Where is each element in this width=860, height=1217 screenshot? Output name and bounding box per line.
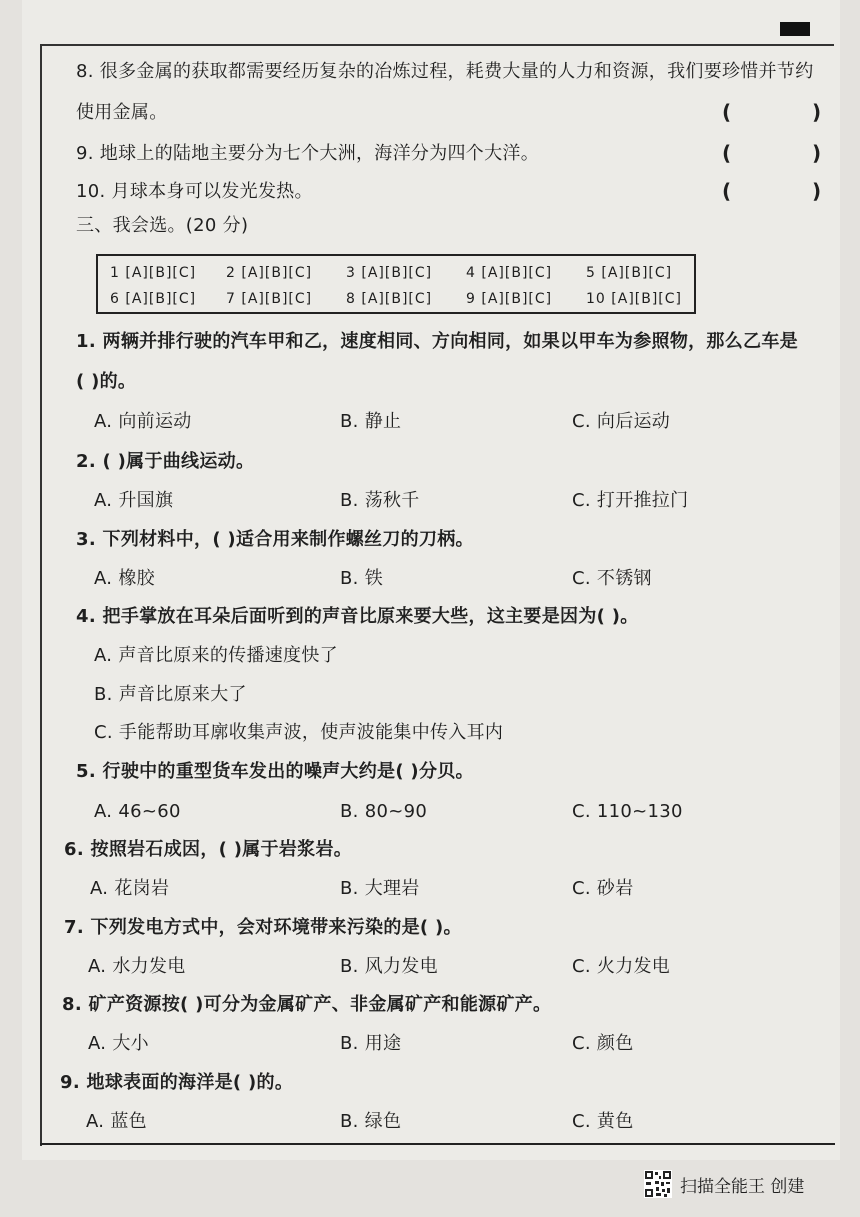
question-9-option-a[interactable]: A. 蓝色 — [86, 1111, 147, 1132]
scanner-watermark — [644, 1170, 804, 1198]
question-1-option-b[interactable]: B. 静止 — [340, 411, 402, 432]
judgment-q10: 10. 月球本身可以发光发热。 — [76, 181, 313, 202]
question-1-option-a[interactable]: A. 向前运动 — [94, 411, 192, 432]
question-8-stem: 8. 矿产资源按( )可分为金属矿产、非金属矿产和能源矿产。 — [62, 994, 552, 1015]
question-6-stem: 6. 按照岩石成因，( )属于岩浆岩。 — [64, 839, 353, 860]
corner-marker — [780, 22, 810, 36]
question-8-option-b[interactable]: B. 用途 — [340, 1033, 402, 1054]
answer-cell[interactable]: 9 [A][B][C] — [466, 291, 553, 307]
question-1-option-c[interactable]: C. 向后运动 — [572, 411, 671, 432]
answer-paren-close: ) — [812, 100, 822, 124]
question-3-option-c[interactable]: C. 不锈钢 — [572, 568, 652, 589]
judgment-q9: 9. 地球上的陆地主要分为七个大洲，海洋分为四个大洋。 — [76, 143, 539, 164]
answer-paren-close: ) — [812, 179, 822, 203]
question-2-option-b[interactable]: B. 荡秋千 — [340, 490, 420, 511]
watermark-text: 扫描全能王 创建 — [680, 1176, 805, 1197]
answer-cell[interactable]: 10 [A][B][C] — [586, 291, 683, 307]
question-5-option-a[interactable]: A. 46~60 — [94, 801, 181, 822]
question-9-option-c[interactable]: C. 黄色 — [572, 1111, 634, 1132]
page-frame — [40, 44, 834, 1146]
answer-cell[interactable]: 8 [A][B][C] — [346, 291, 433, 307]
question-4-option-c[interactable]: C. 手能帮助耳廓收集声波，使声波能集中传入耳内 — [94, 722, 504, 743]
question-2-stem: 2. ( )属于曲线运动。 — [76, 451, 255, 472]
answer-cell[interactable]: 7 [A][B][C] — [226, 291, 313, 307]
question-6-option-b[interactable]: B. 大理岩 — [340, 878, 420, 899]
answer-cell[interactable]: 1 [A][B][C] — [110, 265, 197, 281]
question-7-stem: 7. 下列发电方式中，会对环境带来污染的是( )。 — [64, 917, 462, 938]
question-3-option-b[interactable]: B. 铁 — [340, 568, 383, 589]
question-7-option-a[interactable]: A. 水力发电 — [88, 956, 186, 977]
question-4-option-b[interactable]: B. 声音比原来大了 — [94, 684, 247, 705]
question-7-option-c[interactable]: C. 火力发电 — [572, 956, 671, 977]
question-9-stem: 9. 地球表面的海洋是( )的。 — [60, 1072, 294, 1093]
question-6-option-c[interactable]: C. 砂岩 — [572, 878, 634, 899]
question-5-stem: 5. 行驶中的重型货车发出的噪声大约是( )分贝。 — [76, 761, 474, 782]
question-9-option-b[interactable]: B. 绿色 — [340, 1111, 402, 1132]
answer-paren-close: ) — [812, 141, 822, 165]
question-6-option-a[interactable]: A. 花岗岩 — [90, 878, 170, 899]
bottom-divider — [40, 1143, 835, 1145]
answer-paren-open: ( — [722, 179, 732, 203]
judgment-q8-line2: 使用金属。 — [76, 102, 168, 123]
question-1-stem-cont: ( )的。 — [76, 371, 137, 392]
answer-cell[interactable]: 3 [A][B][C] — [346, 265, 433, 281]
answer-paren-open: ( — [722, 100, 732, 124]
question-8-option-a[interactable]: A. 大小 — [88, 1033, 149, 1054]
answer-cell[interactable]: 2 [A][B][C] — [226, 265, 313, 281]
section-title: 三、我会选。(20 分) — [76, 215, 249, 236]
question-2-option-a[interactable]: A. 升国旗 — [94, 490, 174, 511]
question-7-option-b[interactable]: B. 风力发电 — [340, 956, 438, 977]
question-3-stem: 3. 下列材料中，( )适合用来制作螺丝刀的刀柄。 — [76, 529, 474, 550]
question-4-stem: 4. 把手掌放在耳朵后面听到的声音比原来要大些，这主要是因为( )。 — [76, 606, 639, 627]
question-5-option-b[interactable]: B. 80~90 — [340, 801, 428, 822]
answer-cell[interactable]: 5 [A][B][C] — [586, 265, 673, 281]
question-3-option-a[interactable]: A. 橡胶 — [94, 568, 155, 589]
question-1-stem: 1. 两辆并排行驶的汽车甲和乙，速度相同、方向相同，如果以甲车为参照物，那么乙车是 — [76, 331, 798, 352]
answer-cell[interactable]: 6 [A][B][C] — [110, 291, 197, 307]
judgment-q8-line1: 8. 很多金属的获取都需要经历复杂的冶炼过程，耗费大量的人力和资源，我们要珍惜并节约 — [76, 61, 814, 82]
answer-cell[interactable]: 4 [A][B][C] — [466, 265, 553, 281]
answer-sheet — [96, 254, 696, 314]
qr-code-icon — [644, 1170, 672, 1198]
answer-paren-open: ( — [722, 141, 732, 165]
question-5-option-c[interactable]: C. 110~130 — [572, 801, 683, 822]
question-4-option-a[interactable]: A. 声音比原来的传播速度快了 — [94, 645, 338, 666]
question-8-option-c[interactable]: C. 颜色 — [572, 1033, 634, 1054]
question-2-option-c[interactable]: C. 打开推拉门 — [572, 490, 689, 511]
